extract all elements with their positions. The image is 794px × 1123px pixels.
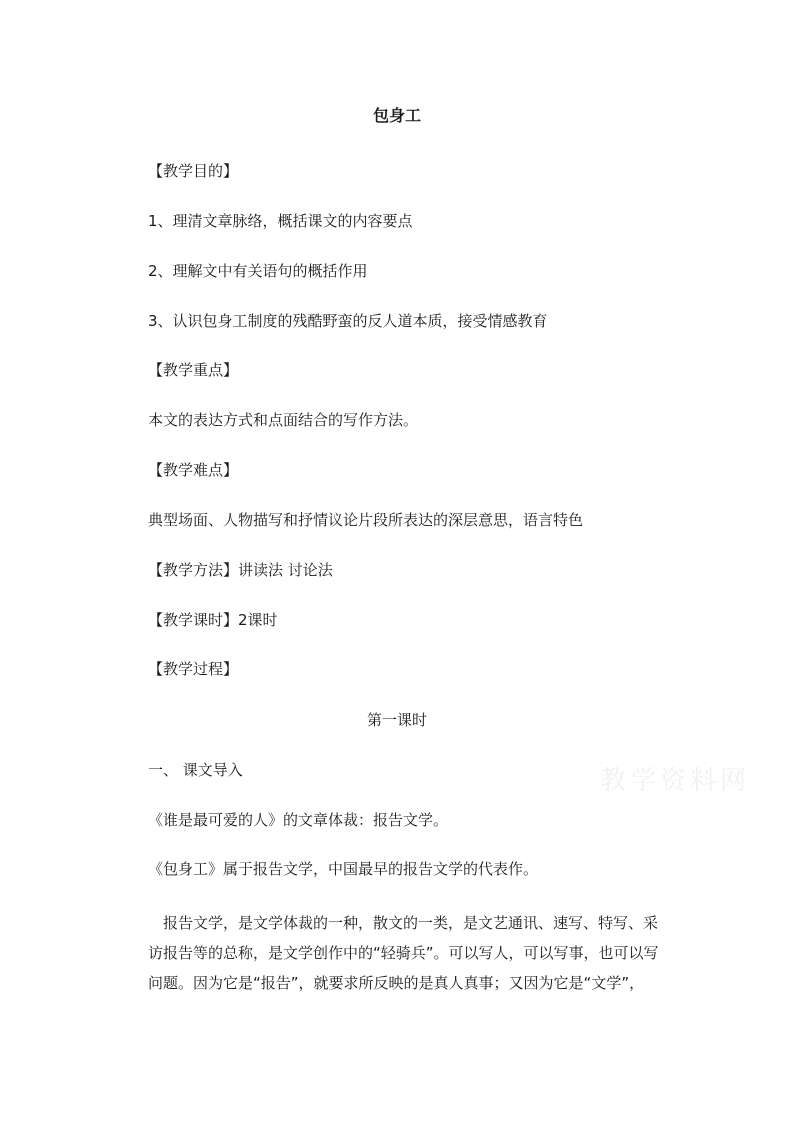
goal-item-2: 2、理解文中有关语句的概括作用: [148, 262, 368, 280]
document-title: 包身工: [372, 106, 421, 125]
heading-teaching-goals: 【教学目的】: [148, 162, 239, 180]
intro-line-1: 《谁是最可爱的人》的文章体裁：报告文学。: [148, 811, 449, 829]
intro-line-2: 《包身工》属于报告文学，中国最早的报告文学的代表作。: [148, 860, 539, 878]
section-heading: 第一课时: [366, 711, 427, 729]
goal-item-3: 3、认识包身工制度的残酷野蛮的反人道本质，接受情感教育: [148, 312, 548, 330]
heading-difficulties: 【教学难点】: [148, 461, 239, 479]
teaching-hours: 【教学课时】2课时: [148, 611, 278, 629]
paragraph-line: 报告文学，是文学体裁的一种，散文的一类，是文艺通讯、速写、特写、采: [148, 914, 659, 932]
goal-item-1: 1、理清文章脉络，概括课文的内容要点: [148, 212, 413, 230]
watermark: 教学资料网: [600, 766, 751, 796]
heading-key-points: 【教学重点】: [148, 361, 239, 379]
heading-process: 【教学过程】: [148, 660, 239, 678]
paragraph-line: 访报告等的总称，是文学创作中的“轻骑兵”。可以写人，可以写事，也可以写: [148, 944, 659, 962]
difficulties-text: 典型场面、人物描写和抒情议论片段所表达的深层意思，语言特色: [148, 511, 584, 529]
teaching-methods: 【教学方法】讲读法 讨论法: [148, 561, 333, 579]
paragraph-line: 问题。因为它是“报告”，就要求所反映的是真人真事；又因为它是“文学”，: [148, 974, 645, 992]
key-points-text: 本文的表达方式和点面结合的写作方法。: [148, 411, 419, 429]
subsection-intro: 一、 课文导入: [148, 761, 243, 779]
body-paragraph: [148, 908, 676, 998]
